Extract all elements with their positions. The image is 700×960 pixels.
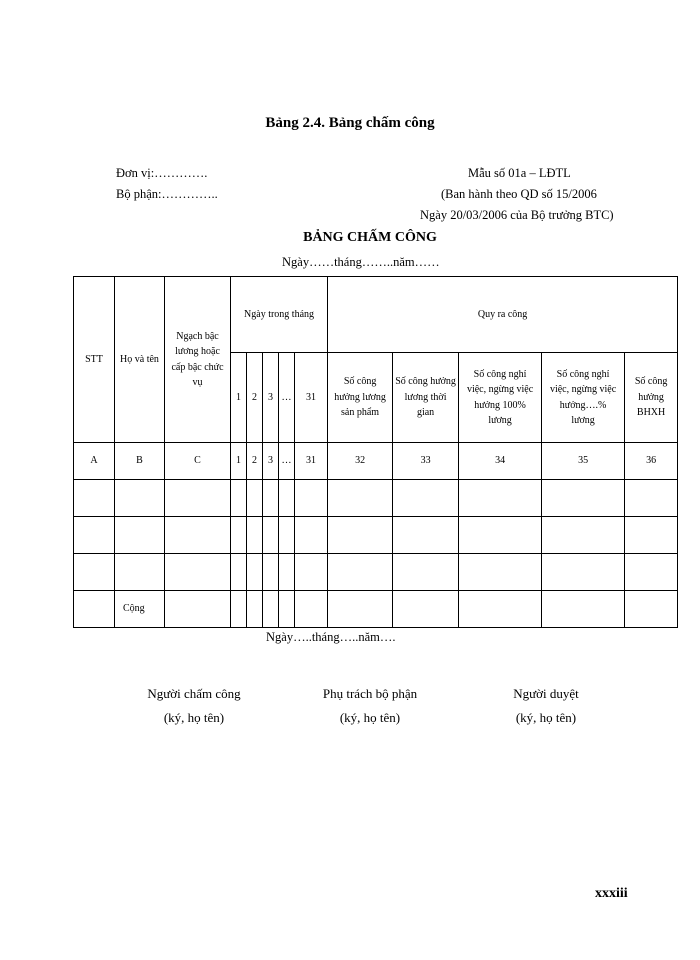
unit-label: Đơn vị:…………. — [116, 166, 208, 180]
code-cell: 2 — [247, 443, 263, 480]
header-day-col: 1 — [231, 353, 247, 443]
code-row — [74, 443, 678, 480]
code-cell: 32 — [328, 443, 393, 480]
header-day-col: 2 — [247, 353, 263, 443]
code-cell: C — [165, 443, 231, 480]
header-days-group: Ngày trong tháng — [231, 277, 328, 353]
header-grade: Ngạch bậc lương hoặc cấp bậc chức vụ — [165, 277, 231, 443]
code-cell: B — [115, 443, 165, 480]
header-day-col: 3 — [263, 353, 279, 443]
date-line: Ngày……tháng……..năm…… — [282, 255, 440, 269]
attendance-table — [73, 276, 678, 628]
code-cell: 1 — [231, 443, 247, 480]
header-stt: STT — [74, 277, 115, 443]
header-convert-col: Số công nghỉ việc, ngừng việc hưởng 100% lương — [459, 353, 542, 443]
header-convert-col: Số công nghỉ việc, ngừng việc hưởng….% lương — [542, 353, 625, 443]
code-cell: A — [74, 443, 115, 480]
issued-line-2: Ngày 20/03/2006 của Bộ trưởng BTC) — [420, 208, 614, 222]
code-cell: 35 — [542, 443, 625, 480]
signature-role: Người chấm công — [147, 686, 241, 701]
signature-note: (ký, họ tên) — [515, 710, 577, 725]
signature-role: Người duyệt — [513, 686, 579, 701]
signature-note: (ký, họ tên) — [339, 710, 401, 725]
header-convert-col: Số công hưởng lương sản phẩm — [328, 353, 393, 443]
signature-role: Phụ trách bộ phận — [322, 686, 418, 701]
header-name: Họ và tên — [115, 277, 165, 443]
department-label: Bộ phận:………….. — [116, 187, 218, 201]
header-day-col: 31 — [295, 353, 328, 443]
footer-date: Ngày…..tháng…..năm…. — [266, 630, 396, 644]
table-row — [74, 480, 678, 517]
form-code: Mẫu số 01a – LĐTL — [468, 166, 571, 180]
caption: Bảng 2.4. Bảng chấm công — [265, 115, 435, 131]
total-row — [74, 591, 678, 628]
header-day-col: … — [279, 353, 295, 443]
table-row — [74, 517, 678, 554]
code-cell: 3 — [263, 443, 279, 480]
page-number: xxxiii — [595, 886, 628, 901]
table-row — [74, 554, 678, 591]
form-title: BẢNG CHẤM CÔNG — [303, 230, 437, 245]
code-cell: 34 — [459, 443, 542, 480]
code-cell: 31 — [295, 443, 328, 480]
issued-line-1: (Ban hành theo QD số 15/2006 — [441, 187, 597, 201]
header-convert-col: Số công hưởng BHXH — [625, 353, 678, 443]
signature-note: (ký, họ tên) — [163, 710, 225, 725]
header-convert-col: Số công hưởng lương thời gian — [393, 353, 459, 443]
total-label: Cộng — [115, 591, 165, 628]
code-cell: … — [279, 443, 295, 480]
header-convert-group: Quy ra công — [328, 277, 678, 353]
code-cell: 36 — [625, 443, 678, 480]
code-cell: 33 — [393, 443, 459, 480]
